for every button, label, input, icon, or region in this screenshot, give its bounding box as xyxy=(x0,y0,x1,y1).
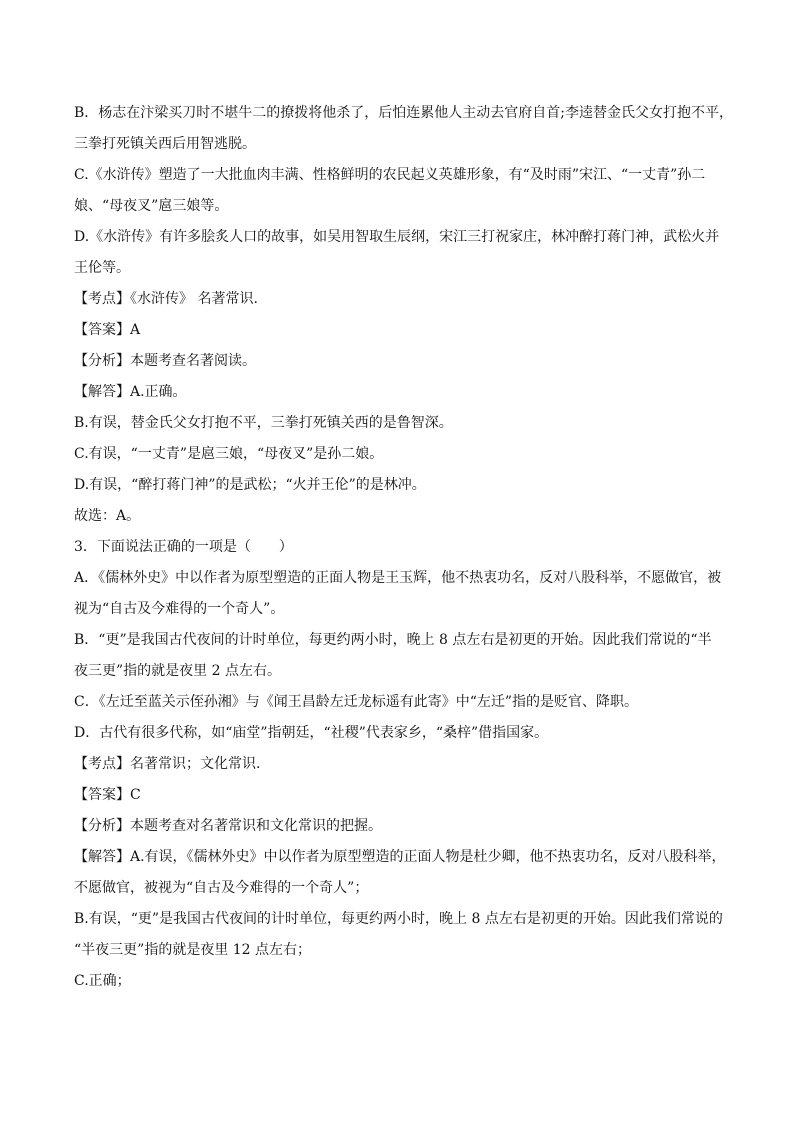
text-line: 【答案】C xyxy=(74,787,141,803)
text-line: 3．下面说法正确的一项是（ ） xyxy=(74,539,293,555)
text-line: C．《左迁至蓝关示侄孙湘》与《闻王昌龄左迁龙标遥有此寄》中“左迁”指的是贬官、降职。 xyxy=(74,694,639,710)
text-line: B.有误，“更”是我国古代夜间的计时单位，每更约两小时，晚上 8 点左右是初更的开始。因此我们常说的 xyxy=(74,911,723,927)
text-line: 【考点】《水浒传》 名著常识. xyxy=(74,291,258,307)
text-line: 王伦等。 xyxy=(74,260,130,276)
text-line: D．古代有很多代称，如“庙堂”指朝廷，“社稷”代表家乡，“桑梓”借指国家。 xyxy=(74,725,549,741)
text-line: 【考点】名著常识；文化常识. xyxy=(74,756,261,772)
text-line: 娘、“母夜叉”扈三娘等。 xyxy=(74,198,229,214)
text-line: B.有误，替金氏父女打抱不平，三拳打死镇关西的是鲁智深。 xyxy=(74,415,453,431)
text-line: B．杨志在汴梁买刀时不堪牛二的撩拨将他杀了，后怕连累他人主动去官府自首;李逵替金氏父女打抱不平， xyxy=(74,105,734,121)
text-line: C.《水浒传》塑造了一大批血肉丰满、性格鲜明的农民起义英雄形象，有“及时雨”宋江、“一丈青”孙二 xyxy=(74,167,706,183)
text-line: 【分析】本题考查名著阅读。 xyxy=(74,353,256,369)
text-line: D.《水浒传》有许多脍炙人口的故事，如吴用智取生辰纲，宋江三打祝家庄，林冲醉打蒋门神，武松火并 xyxy=(74,229,720,245)
text-line: 视为“自古及今难得的一个奇人”。 xyxy=(74,601,285,617)
text-line: 【分析】本题考查对名著常识和文化常识的把握。 xyxy=(74,818,382,834)
text-line: D.有误，“醉打蒋门神”的是武松；“火并王伦”的是林冲。 xyxy=(74,477,426,493)
text-line: B．“更”是我国古代夜间的计时单位，每更约两小时，晚上 8 点左右是初更的开始。因此我们常说的“半 xyxy=(74,632,712,648)
text-line: 不愿做官，被视为“自古及今难得的一个奇人”； xyxy=(74,880,369,896)
text-line: 【解答】A.正确。 xyxy=(74,384,187,400)
text-line: C.正确； xyxy=(74,973,131,989)
text-line: 【答案】A xyxy=(74,322,141,338)
document-body xyxy=(74,98,734,997)
text-line: C.有误，“一丈青”是扈三娘，“母夜叉”是孙二娘。 xyxy=(74,446,384,462)
text-line: A．《儒林外史》中以作者为原型塑造的正面人物是王玉辉，他不热衷功名，反对八股科举，不愿做官，被 xyxy=(74,570,722,586)
text-line: 【解答】A.有误，《儒林外史》中以作者为原型塑造的正面人物是杜少卿，他不热衷功名，反对八股科举， xyxy=(74,849,726,865)
text-line: 夜三更”指的就是夜里 2 点左右。 xyxy=(74,663,281,679)
text-line: “半夜三更”指的就是夜里 12 点左右； xyxy=(74,942,312,958)
text-line: 三拳打死镇关西后用智逃脱。 xyxy=(74,136,256,152)
text-line: 故选：A。 xyxy=(74,508,141,524)
